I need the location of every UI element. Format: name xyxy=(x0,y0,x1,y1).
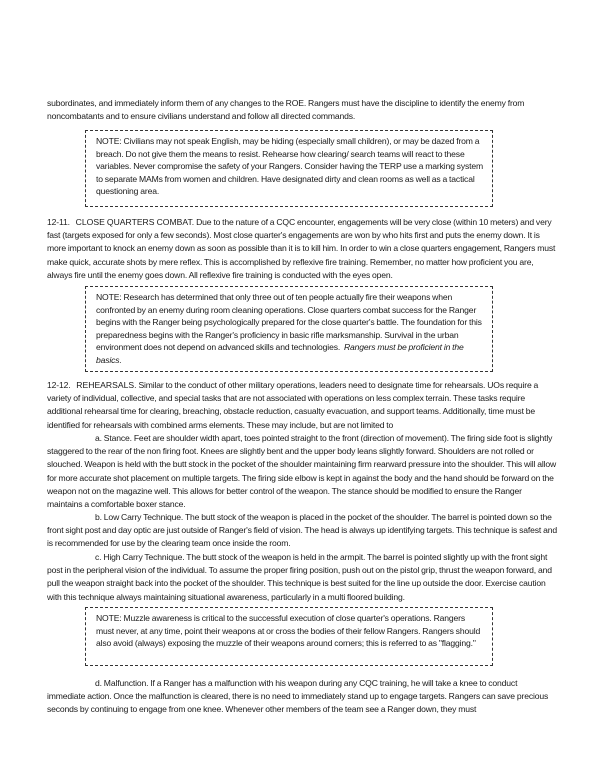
item-b-low-carry xyxy=(47,511,557,551)
note-civilians: NOTE: Civilians may not speak English, may be hiding (especially small children), or may be dazed from a breach. Do not give them the means to resist. Rehearse how clearing/ search teams will react to these variables. Never compromise the safety of your Rangers. Consider having the TERP use a marking system to separate MAMs from women and children. Have designated dirty and clean rooms as well as a tactical questioning area. xyxy=(85,130,493,207)
section-text: Similar to the conduct of other military operations, leaders need to designate time for rehearsals. UOs require a variety of individual, collective, and special tasks that are not associated with operations on less complex terrain. These tasks require additional rehearsal time for clearing, breaching, obstacle reduction, casualty evacuation, and support teams. Additionally, time must be identified for rehearsals with combined arms elements. These may include, but are not limited to xyxy=(47,380,539,430)
section-text: Due to the nature of a CQC encounter, engagements will be very close (within 10 meters) and very fast (targets exposed for only a few seconds). Most close quarter's engagements are won by who hits first and puts the enemy down. It is more important to knock an enemy down as soon as possible than it is to kill him. In order to win a close quarters engagement, Rangers must make quick, accurate shots by mere reflex. This is accomplished by reflexive fire training. Remember, no matter how proficient you are, always fire until the enemy goes down. All reflexive fire training is conducted with the eyes open. xyxy=(47,217,556,280)
paragraph-intro: subordinates, and immediately inform them of any changes to the ROE. Rangers must have the discipline to identify the enemy from noncombatants and to ensure civilians understand and follow all directed commands. xyxy=(47,98,525,122)
note-text: NOTE: Research has determined that only three out of ten people actually fire their weapons when confronted by an enemy during room cleaning operations. Close quarters combat success for the Ranger begins with the Ranger being psychologically prepared for the close quarter's battle. The foundation for this preparedness begins with the Ranger's proficiency in basic rifle marksmanship. Survival in the urban environment does not depend on advanced skills and technologies. xyxy=(96,292,482,353)
item-text: b. Low Carry Technique. The butt stock of the weapon is placed in the pocket of the shoulder. The barrel is pointed down so the front sight post and day optic are just outside of Ranger's field of vision. The head is always up identifying targets. This technique is safest and is recommended for use by the clearing team once inside the room. xyxy=(47,512,557,549)
note-emphasis: Rangers must be proficient in the basics. xyxy=(96,342,464,365)
item-a-stance xyxy=(47,432,557,511)
section-number: 12-12. xyxy=(47,380,71,390)
note-research xyxy=(85,286,493,372)
section-heading: REHEARSALS. xyxy=(76,380,137,390)
item-d-malfunction xyxy=(47,677,557,717)
item-text: a. Stance. Feet are shoulder width apart, toes pointed straight to the front (direction of movement). The firing side foot is slightly staggered to the rear of the non firing foot. Knees are slightly bent and the upper body leans slightly forward. Shoulders are not rolled or slouched. Weapon is held with the butt stock in the pocket of the shoulder maintaining firm rearward pressure into the shoulder. This will allow for more accurate shot placement on multiple targets. The firing side elbow is kept in against the body and the hand should be forward on the weapon not on the magazine well. This allows for better control of the weapon. The stance should be modified to ensure the Ranger maintains a comfortable boxer stance. xyxy=(47,433,557,510)
section-heading: CLOSE QUARTERS COMBAT. xyxy=(75,217,195,227)
section-number: 12-11. xyxy=(47,217,70,227)
note-muzzle: NOTE: Muzzle awareness is critical to the successful execution of close quarter's operations. Rangers must never, at any time, point their weapons at or cross the bodies of their fellow Rangers. Rangers should also avoid (always) exposing the muzzle of their weapons around corners; this is referred to as "flagging." xyxy=(85,607,493,666)
section-12-11 xyxy=(47,216,557,282)
item-text: d. Malfunction. If a Ranger has a malfunction with his weapon during any CQC training, he will take a knee to conduct immediate action. Once the malfunction is cleared, there is no need to immediately stand up to engage targets. Rangers can save precious seconds by continuing to engage from one knee. Whenever other members of the team see a Ranger down, they must xyxy=(47,678,549,715)
section-12-12 xyxy=(47,379,557,432)
item-c-high-carry xyxy=(47,551,557,604)
item-text: c. High Carry Technique. The butt stock of the weapon is held in the armpit. The barrel is pointed slightly up with the front sight post in the peripheral vision of the individual. To assume the proper firing position, push out on the pistol grip, thrust the weapon forward, and pull the weapon straight back into the pocket of the shoulder. This technique is best suited for the line up outside the door. Exercise caution with this technique always maintaining situational awareness, particularly in a multi floored building. xyxy=(47,552,552,602)
